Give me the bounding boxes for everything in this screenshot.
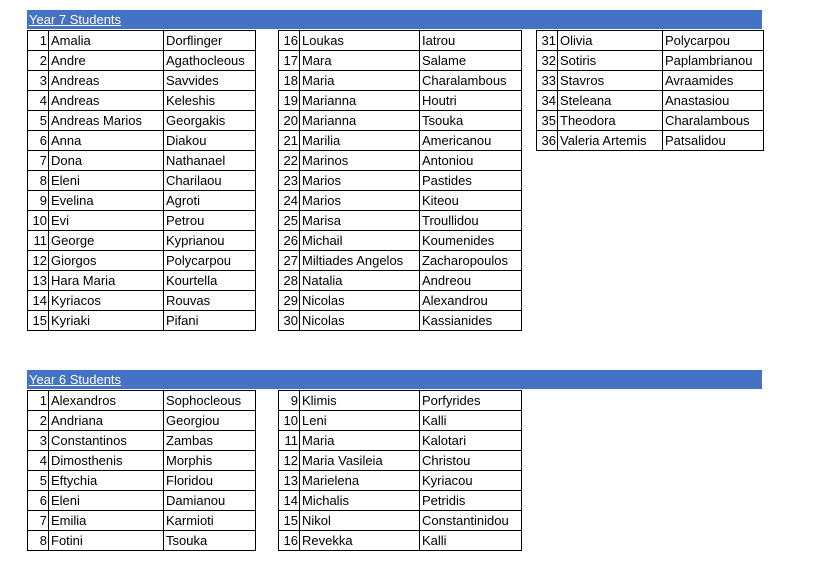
student-number: 4: [28, 451, 49, 471]
last-name: Kassianides: [420, 311, 522, 331]
last-name: Agathocleous: [164, 51, 256, 71]
last-name: Zacharopoulos: [420, 251, 522, 271]
student-number: 1: [28, 391, 49, 411]
last-name: Agroti: [164, 191, 256, 211]
first-name: Theodora: [558, 111, 663, 131]
first-name: Evelina: [49, 191, 164, 211]
student-row: [28, 231, 256, 251]
first-name: Giorgos: [49, 251, 164, 271]
last-name: Keleshis: [164, 91, 256, 111]
student-row: [28, 271, 256, 291]
first-name: Andreas: [49, 91, 164, 111]
student-row: [279, 271, 522, 291]
first-name: Dimosthenis: [49, 451, 164, 471]
last-name: Charalambous: [420, 71, 522, 91]
student-row: [279, 71, 522, 91]
last-name: Kiteou: [420, 191, 522, 211]
last-name: Rouvas: [164, 291, 256, 311]
student-number: 12: [28, 251, 49, 271]
student-row: [28, 491, 256, 511]
student-row: [279, 391, 522, 411]
student-row: [28, 471, 256, 491]
last-name: Polycarpou: [164, 251, 256, 271]
student-number: 27: [279, 251, 300, 271]
student-row: [279, 291, 522, 311]
student-number: 14: [28, 291, 49, 311]
student-number: 26: [279, 231, 300, 251]
student-row: [279, 191, 522, 211]
student-row: [279, 311, 522, 331]
first-name: Marinos: [300, 151, 420, 171]
student-number: 8: [28, 171, 49, 191]
student-number: 33: [537, 71, 558, 91]
first-name: Steleana: [558, 91, 663, 111]
last-name: Diakou: [164, 131, 256, 151]
student-number: 30: [279, 311, 300, 331]
student-row: [279, 511, 522, 531]
last-name: Americanou: [420, 131, 522, 151]
student-row: [537, 71, 764, 91]
student-row: [28, 91, 256, 111]
first-name: Sotiris: [558, 51, 663, 71]
student-number: 28: [279, 271, 300, 291]
student-row: [28, 211, 256, 231]
student-number: 11: [279, 431, 300, 451]
student-number: 7: [28, 151, 49, 171]
student-number: 11: [28, 231, 49, 251]
first-name: Valeria Artemis: [558, 131, 663, 151]
student-number: 13: [279, 471, 300, 491]
last-name: Koumenides: [420, 231, 522, 251]
last-name: Salame: [420, 51, 522, 71]
student-number: 23: [279, 171, 300, 191]
last-name: Tsouka: [420, 111, 522, 131]
student-number: 1: [28, 31, 49, 51]
student-row: [28, 171, 256, 191]
student-number: 32: [537, 51, 558, 71]
first-name: Kyriacos: [49, 291, 164, 311]
last-name: Pastides: [420, 171, 522, 191]
student-number: 15: [279, 511, 300, 531]
last-name: Porfyrides: [420, 391, 522, 411]
student-row: [537, 111, 764, 131]
first-name: Constantinos: [49, 431, 164, 451]
student-row: [279, 31, 522, 51]
student-row: [28, 251, 256, 271]
last-name: Nathanael: [164, 151, 256, 171]
last-name: Patsalidou: [663, 131, 764, 151]
last-name: Dorflinger: [164, 31, 256, 51]
student-row: [279, 471, 522, 491]
last-name: Iatrou: [420, 31, 522, 51]
student-row: [279, 431, 522, 451]
student-row: [28, 291, 256, 311]
first-name: Revekka: [300, 531, 420, 551]
year6-header: [27, 370, 762, 389]
first-name: Leni: [300, 411, 420, 431]
first-name: Evi: [49, 211, 164, 231]
first-name: Alexandros: [49, 391, 164, 411]
student-row: [279, 451, 522, 471]
student-number: 3: [28, 71, 49, 91]
student-number: 6: [28, 491, 49, 511]
first-name: Emilia: [49, 511, 164, 531]
last-name: Tsouka: [164, 531, 256, 551]
last-name: Kyriacou: [420, 471, 522, 491]
student-number: 19: [279, 91, 300, 111]
first-name: Nicolas: [300, 291, 420, 311]
student-row: [279, 131, 522, 151]
first-name: Michail: [300, 231, 420, 251]
first-name: Amalia: [49, 31, 164, 51]
year7-title: Year 7 Students: [29, 12, 122, 27]
student-number: 3: [28, 431, 49, 451]
last-name: Kourtella: [164, 271, 256, 291]
last-name: Charilaou: [164, 171, 256, 191]
student-row: [537, 31, 764, 51]
student-row: [28, 111, 256, 131]
student-row: [28, 451, 256, 471]
student-number: 17: [279, 51, 300, 71]
last-name: Christou: [420, 451, 522, 471]
last-name: Kyprianou: [164, 231, 256, 251]
student-number: 7: [28, 511, 49, 531]
student-row: [279, 531, 522, 551]
student-row: [28, 71, 256, 91]
last-name: Polycarpou: [663, 31, 764, 51]
first-name: Hara Maria: [49, 271, 164, 291]
first-name: Michalis: [300, 491, 420, 511]
student-row: [28, 431, 256, 451]
student-row: [279, 151, 522, 171]
first-name: Nicolas: [300, 311, 420, 331]
first-name: Marios: [300, 171, 420, 191]
student-number: 5: [28, 471, 49, 491]
student-number: 20: [279, 111, 300, 131]
first-name: Anna: [49, 131, 164, 151]
student-number: 29: [279, 291, 300, 311]
first-name: Marielena: [300, 471, 420, 491]
student-row: [279, 171, 522, 191]
year7-table-2: [278, 30, 522, 331]
last-name: Troullidou: [420, 211, 522, 231]
last-name: Pifani: [164, 311, 256, 331]
first-name: Loukas: [300, 31, 420, 51]
student-number: 34: [537, 91, 558, 111]
student-row: [28, 151, 256, 171]
student-number: 24: [279, 191, 300, 211]
last-name: Floridou: [164, 471, 256, 491]
first-name: Olivia: [558, 31, 663, 51]
last-name: Paplambrianou: [663, 51, 764, 71]
first-name: Andriana: [49, 411, 164, 431]
first-name: Maria: [300, 431, 420, 451]
last-name: Anastasiou: [663, 91, 764, 111]
last-name: Kalli: [420, 411, 522, 431]
first-name: Dona: [49, 151, 164, 171]
student-row: [279, 491, 522, 511]
year6-table-2: [278, 390, 522, 551]
student-row: [537, 51, 764, 71]
student-row: [279, 111, 522, 131]
student-number: 16: [279, 531, 300, 551]
first-name: Marianna: [300, 91, 420, 111]
student-row: [28, 31, 256, 51]
student-number: 21: [279, 131, 300, 151]
student-number: 35: [537, 111, 558, 131]
first-name: Stavros: [558, 71, 663, 91]
year6-title: Year 6 Students: [29, 372, 122, 387]
year6-table-1: [27, 390, 256, 551]
first-name: Natalia: [300, 271, 420, 291]
first-name: Eleni: [49, 491, 164, 511]
student-row: [28, 411, 256, 431]
student-row: [279, 211, 522, 231]
student-number: 10: [279, 411, 300, 431]
last-name: Alexandrou: [420, 291, 522, 311]
last-name: Savvides: [164, 71, 256, 91]
last-name: Georgiou: [164, 411, 256, 431]
student-number: 8: [28, 531, 49, 551]
first-name: Miltiades Angelos: [300, 251, 420, 271]
student-row: [28, 391, 256, 411]
student-number: 6: [28, 131, 49, 151]
first-name: Nikol: [300, 511, 420, 531]
student-row: [279, 411, 522, 431]
last-name: Karmioti: [164, 511, 256, 531]
student-number: 25: [279, 211, 300, 231]
first-name: Andre: [49, 51, 164, 71]
last-name: Kalotari: [420, 431, 522, 451]
last-name: Antoniou: [420, 151, 522, 171]
last-name: Andreou: [420, 271, 522, 291]
first-name: Marios: [300, 191, 420, 211]
first-name: Eleni: [49, 171, 164, 191]
student-number: 16: [279, 31, 300, 51]
first-name: Maria Vasileia: [300, 451, 420, 471]
last-name: Georgakis: [164, 111, 256, 131]
student-row: [28, 531, 256, 551]
first-name: Fotini: [49, 531, 164, 551]
first-name: Andreas Marios: [49, 111, 164, 131]
student-number: 22: [279, 151, 300, 171]
student-row: [28, 131, 256, 151]
last-name: Morphis: [164, 451, 256, 471]
student-number: 5: [28, 111, 49, 131]
student-number: 2: [28, 51, 49, 71]
student-row: [28, 511, 256, 531]
student-row: [279, 231, 522, 251]
student-number: 36: [537, 131, 558, 151]
student-number: 9: [28, 191, 49, 211]
student-number: 10: [28, 211, 49, 231]
year7-table-1: [27, 30, 256, 331]
student-row: [537, 131, 764, 151]
first-name: Klimis: [300, 391, 420, 411]
last-name: Petridis: [420, 491, 522, 511]
student-row: [537, 91, 764, 111]
first-name: Andreas: [49, 71, 164, 91]
year7-table-3: [536, 30, 764, 151]
student-row: [279, 251, 522, 271]
last-name: Damianou: [164, 491, 256, 511]
last-name: Constantinidou: [420, 511, 522, 531]
last-name: Kalli: [420, 531, 522, 551]
student-number: 4: [28, 91, 49, 111]
first-name: George: [49, 231, 164, 251]
student-number: 13: [28, 271, 49, 291]
student-number: 9: [279, 391, 300, 411]
student-number: 18: [279, 71, 300, 91]
first-name: Eftychia: [49, 471, 164, 491]
first-name: Marilia: [300, 131, 420, 151]
last-name: Avraamides: [663, 71, 764, 91]
student-number: 12: [279, 451, 300, 471]
student-row: [279, 91, 522, 111]
last-name: Charalambous: [663, 111, 764, 131]
student-number: 15: [28, 311, 49, 331]
student-row: [28, 311, 256, 331]
first-name: Marisa: [300, 211, 420, 231]
year7-header: [27, 10, 762, 29]
first-name: Kyriaki: [49, 311, 164, 331]
first-name: Maria: [300, 71, 420, 91]
last-name: Sophocleous: [164, 391, 256, 411]
last-name: Petrou: [164, 211, 256, 231]
last-name: Houtri: [420, 91, 522, 111]
student-number: 2: [28, 411, 49, 431]
first-name: Mara: [300, 51, 420, 71]
first-name: Marianna: [300, 111, 420, 131]
student-row: [279, 51, 522, 71]
student-number: 31: [537, 31, 558, 51]
student-number: 14: [279, 491, 300, 511]
student-row: [28, 51, 256, 71]
last-name: Zambas: [164, 431, 256, 451]
student-row: [28, 191, 256, 211]
